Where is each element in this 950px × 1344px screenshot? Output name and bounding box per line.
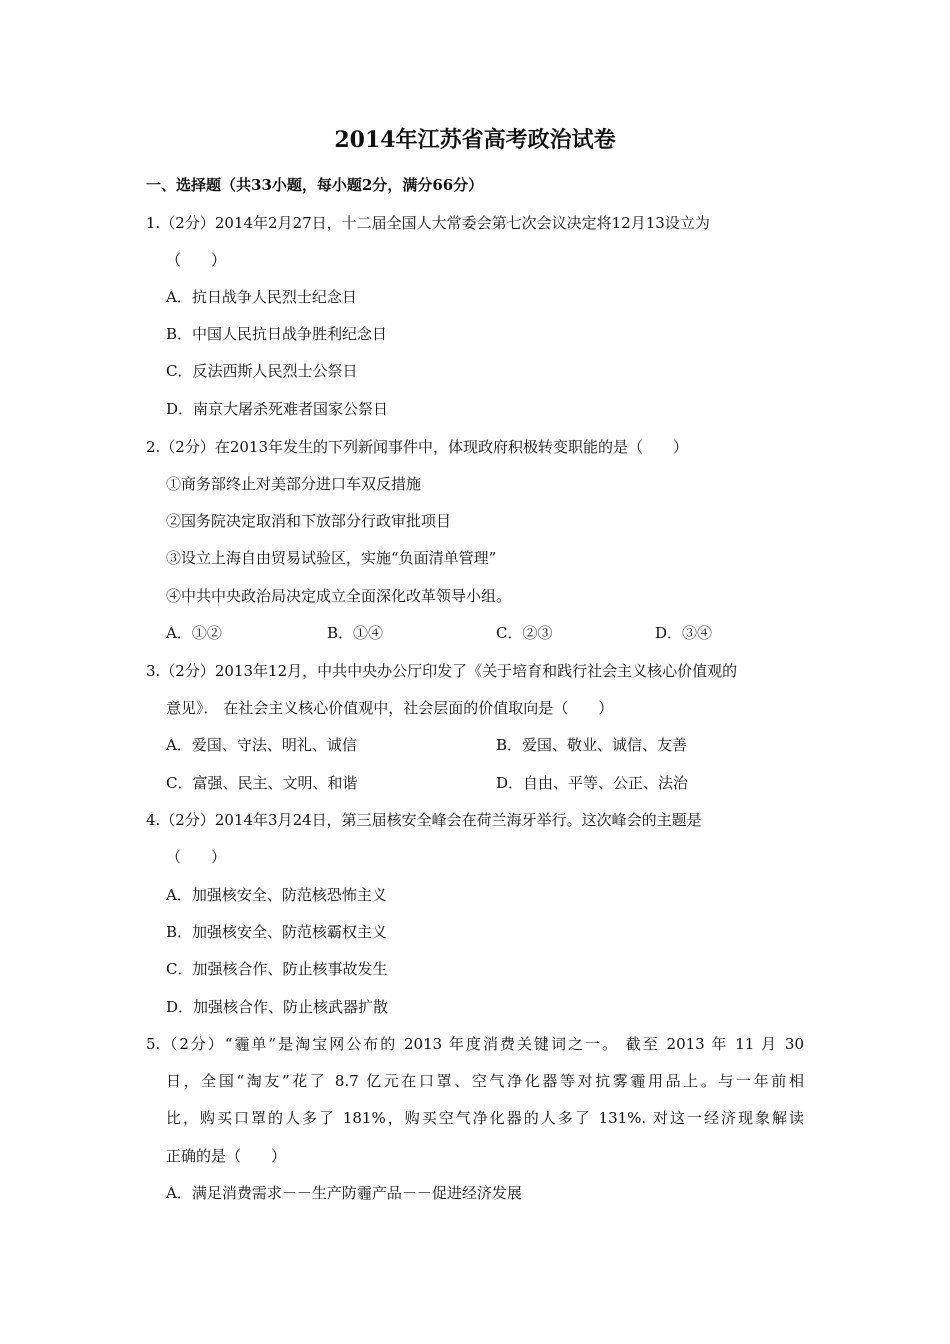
question-2-item-4: ④中共中央政治局决定成立全面深化改革领导小组。 bbox=[166, 587, 512, 605]
question-5-line-3: 比，购买口罩的人多了 181%，购买空气净化器的人多了 131%. 对这一经济现象解读 bbox=[166, 1109, 804, 1127]
question-4-option-a: A．加强核安全、防范核恐怖主义 bbox=[166, 886, 387, 904]
question-3-line-2: 意见》． 在社会主义核心价值观中，社会层面的价值取向是（ ） bbox=[166, 699, 614, 717]
question-4-option-b: B．加强核安全、防范核霸权主义 bbox=[166, 923, 388, 941]
section-heading: 一、选择题（共33小题，每小题2分，满分66分） bbox=[146, 176, 484, 194]
question-3-option-c: C．富强、民主、文明、和谐 bbox=[166, 774, 358, 792]
question-4-option-d: D．加强核合作、防止核武器扩散 bbox=[166, 998, 389, 1016]
page-title: 2014年江苏省高考政治试卷 bbox=[334, 127, 616, 153]
question-5-line-1: 5.（2分）“霾单”是淘宝网公布的 2013 年度消费关键词之一。 截至 2013 年 11 月 30 bbox=[146, 1035, 804, 1053]
question-4-option-c: C．加强核合作、防止核事故发生 bbox=[166, 960, 388, 978]
question-4-line-1: 4.（2分）2014年3月24日，第三届核安全峰会在荷兰海牙举行。这次峰会的主题是 bbox=[146, 811, 702, 829]
question-1-option-d: D．南京大屠杀死难者国家公祭日 bbox=[166, 400, 389, 418]
question-5-line-2: 日，全国“淘友”花了 8.7 亿元在口罩、空气净化器等对抗雾霾用品上。与一年前相 bbox=[166, 1072, 804, 1090]
question-5-option-a: A．满足消费需求－－生产防霾产品－－促进经济发展 bbox=[166, 1184, 522, 1202]
question-1-line-2: （ ） bbox=[166, 251, 227, 269]
question-3-line-1: 3.（2分）2013年12月，中共中央办公厅印发了《关于培育和践行社会主义核心价值观的 bbox=[146, 662, 738, 680]
question-3-option-a: A．爱国、守法、明礼、诚信 bbox=[166, 736, 357, 754]
question-2-option-c: C．②③ bbox=[496, 624, 553, 642]
question-2-option-d: D．③④ bbox=[655, 624, 713, 642]
question-3-option-b: B．爱国、敬业、诚信、友善 bbox=[496, 736, 688, 754]
question-1-option-c: C．反法西斯人民烈士公祭日 bbox=[166, 362, 358, 380]
question-1-line-1: 1.（2分）2014年2月27日，十二届全国人大常委会第七次会议决定将12月13设立为 bbox=[146, 214, 710, 232]
question-2-option-b: B．①④ bbox=[327, 624, 384, 642]
question-1-option-a: A．抗日战争人民烈士纪念日 bbox=[166, 288, 357, 306]
question-1-option-b: B．中国人民抗日战争胜利纪念日 bbox=[166, 325, 388, 343]
question-2-item-1: ①商务部终止对美部分进口车双反措施 bbox=[166, 475, 422, 493]
question-2-item-2: ②国务院决定取消和下放部分行政审批项目 bbox=[166, 512, 452, 530]
question-2-option-a: A．①② bbox=[166, 624, 222, 642]
question-2-item-3: ③设立上海自由贸易试验区，实施“负面清单管理” bbox=[166, 549, 497, 567]
question-5-line-4: 正确的是（ ） bbox=[166, 1147, 287, 1165]
question-4-line-2: （ ） bbox=[166, 848, 227, 866]
question-2-line-1: 2.（2分）在2013年发生的下列新闻事件中，体现政府积极转变职能的是（ ） bbox=[146, 438, 689, 456]
question-3-option-d: D．自由、平等、公正、法治 bbox=[496, 774, 689, 792]
